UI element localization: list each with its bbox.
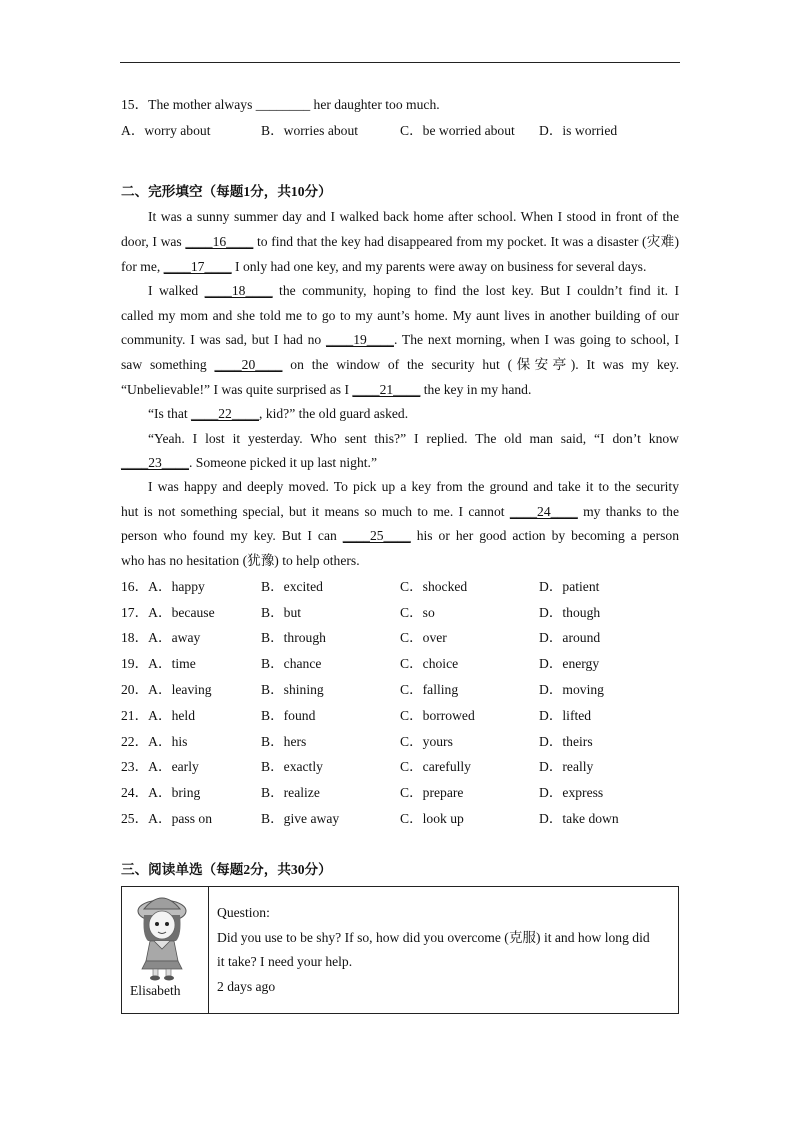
option[interactable]: 17．A．because bbox=[121, 605, 215, 620]
option[interactable]: D．take down bbox=[539, 811, 619, 826]
avatar bbox=[132, 893, 192, 981]
option[interactable]: C．prepare bbox=[400, 785, 464, 800]
blank-21: ____21____ bbox=[352, 382, 421, 397]
passage-line: door, I was ____16____ to find that the key had disappeared from my pocket. It was a disaster (灾难) bbox=[121, 232, 679, 252]
option[interactable]: 23．A．early bbox=[121, 759, 199, 774]
option[interactable]: D．express bbox=[539, 785, 604, 800]
option[interactable]: B．exactly bbox=[261, 759, 323, 774]
option[interactable]: B．give away bbox=[261, 811, 340, 826]
option[interactable]: 24．A．bring bbox=[121, 785, 201, 800]
section3-title: 三、阅读单选（每题2分，共30分） bbox=[121, 862, 332, 877]
options-row-18 bbox=[121, 628, 681, 648]
option[interactable]: C．borrowed bbox=[400, 708, 475, 723]
blank-18: ____18____ bbox=[204, 283, 273, 298]
option[interactable]: C．carefully bbox=[400, 759, 471, 774]
passage-line: It was a sunny summer day and I walked back home after school. When I stood in front of the bbox=[148, 209, 679, 224]
section2-title: 二、完形填空（每题1分，共10分） bbox=[121, 184, 332, 199]
passage-line: I was happy and deeply moved. To pick up a key from the ground and take it to the security bbox=[148, 479, 679, 494]
option[interactable]: 19．A．time bbox=[121, 656, 196, 671]
passage-line: who has no hesitation (犹豫) to help others. bbox=[121, 553, 360, 568]
option[interactable]: B．realize bbox=[261, 785, 320, 800]
question-label: Question: bbox=[217, 905, 270, 920]
passage-line: “Yeah. I lost it yesterday. Who sent this?” I replied. The old man said, “I don’t know bbox=[148, 431, 679, 446]
passage-line: hut is not something special, but it means so much to me. I cannot ____24____ my thanks to the bbox=[121, 502, 679, 522]
passage-line: person who found my key. But I can ____25____ his or her good action by becoming a person bbox=[121, 526, 679, 546]
question-text-line: Did you use to be shy? If so, how did you overcome (克服) it and how long did bbox=[217, 929, 650, 945]
option[interactable]: B．hers bbox=[261, 734, 307, 749]
blank-25: ____25____ bbox=[342, 528, 411, 543]
passage-line: community. I was sad, but I had no ____19____. The next morning, when I was going to school, I bbox=[121, 330, 679, 350]
blank-19: ____19____ bbox=[326, 332, 394, 347]
passage-line: ____23____. Someone picked it up last night.” bbox=[121, 453, 679, 473]
blank-16: ____16____ bbox=[185, 234, 254, 249]
passage-line: saw something ____20____ on the window of the security hut (保安亭). It was my key. bbox=[121, 355, 679, 375]
q15-blank: ________ bbox=[255, 97, 311, 112]
blank-22: ____22____ bbox=[191, 406, 260, 421]
option[interactable]: D．theirs bbox=[539, 734, 593, 749]
option[interactable]: D．really bbox=[539, 759, 594, 774]
passage-line: “Is that ____22____, kid?” the old guard asked. bbox=[121, 404, 679, 424]
options-row-24 bbox=[121, 783, 681, 803]
passage-line: “Unbelievable!” I was quite surprised as I ____21____ the key in my hand. bbox=[121, 380, 679, 400]
avatar-cell bbox=[122, 887, 209, 1014]
option[interactable]: 18．A．away bbox=[121, 630, 201, 645]
option[interactable]: D．energy bbox=[539, 656, 600, 671]
q15-option-c[interactable]: C．be worried about bbox=[400, 123, 515, 138]
blank-24: ____24____ bbox=[509, 504, 578, 519]
option[interactable]: 20．A．leaving bbox=[121, 682, 212, 697]
option[interactable]: C．look up bbox=[400, 811, 464, 826]
option[interactable]: B．found bbox=[261, 708, 316, 723]
option[interactable]: C．yours bbox=[400, 734, 453, 749]
option[interactable]: C．so bbox=[400, 605, 435, 620]
options-row-17 bbox=[121, 603, 681, 623]
option[interactable]: B．shining bbox=[261, 682, 324, 697]
option[interactable]: 25．A．pass on bbox=[121, 811, 213, 826]
options-row-23 bbox=[121, 757, 681, 777]
option[interactable]: D．though bbox=[539, 605, 601, 620]
avatar-name: Elisabeth bbox=[130, 983, 181, 998]
question-card bbox=[121, 886, 679, 1014]
blank-20: ____20____ bbox=[214, 357, 283, 372]
option[interactable]: D．around bbox=[539, 630, 601, 645]
q15-options bbox=[121, 121, 681, 141]
q15-option-d[interactable]: D．is worried bbox=[539, 123, 618, 138]
options-row-16 bbox=[121, 577, 681, 597]
option[interactable]: B．through bbox=[261, 630, 326, 645]
option[interactable]: B．excited bbox=[261, 579, 323, 594]
option[interactable]: B．chance bbox=[261, 656, 322, 671]
options-row-19 bbox=[121, 654, 681, 674]
question-content bbox=[209, 887, 679, 1014]
option[interactable]: C．shocked bbox=[400, 579, 468, 594]
option[interactable]: 21．A．held bbox=[121, 708, 196, 723]
option[interactable]: C．falling bbox=[400, 682, 459, 697]
blank-17: ____17____ bbox=[163, 259, 232, 274]
passage-line: called my mom and she told me to go to my aunt’s home. My aunt lives in another building of our bbox=[121, 308, 679, 323]
passage-line: for me, ____17____ I only had one key, and my parents were away on business for several days. bbox=[121, 257, 679, 277]
option[interactable]: D．moving bbox=[539, 682, 604, 697]
blank-23: ____23____ bbox=[121, 455, 189, 470]
question-text-line: it take? I need your help. bbox=[217, 954, 353, 969]
option[interactable]: C．choice bbox=[400, 656, 459, 671]
top-rule bbox=[120, 62, 680, 63]
q15-option-b[interactable]: B．worries about bbox=[261, 123, 359, 138]
options-row-25 bbox=[121, 809, 681, 829]
option[interactable]: D．lifted bbox=[539, 708, 592, 723]
q15-stem: 15．The mother always ________ her daughter too much. bbox=[121, 97, 440, 112]
timestamp: 2 days ago bbox=[217, 978, 276, 994]
options-row-21 bbox=[121, 706, 681, 726]
options-row-20 bbox=[121, 680, 681, 700]
passage-line: I walked ____18____ the community, hoping to find the lost key. But I couldn’t find it. I bbox=[121, 281, 679, 301]
option[interactable]: C．over bbox=[400, 630, 447, 645]
q15-option-a[interactable]: A．worry about bbox=[121, 123, 211, 138]
options-row-22 bbox=[121, 732, 681, 752]
option[interactable]: 22．A．his bbox=[121, 734, 188, 749]
option[interactable]: 16．A．happy bbox=[121, 579, 205, 594]
option[interactable]: D．patient bbox=[539, 579, 600, 594]
option[interactable]: B．but bbox=[261, 605, 302, 620]
